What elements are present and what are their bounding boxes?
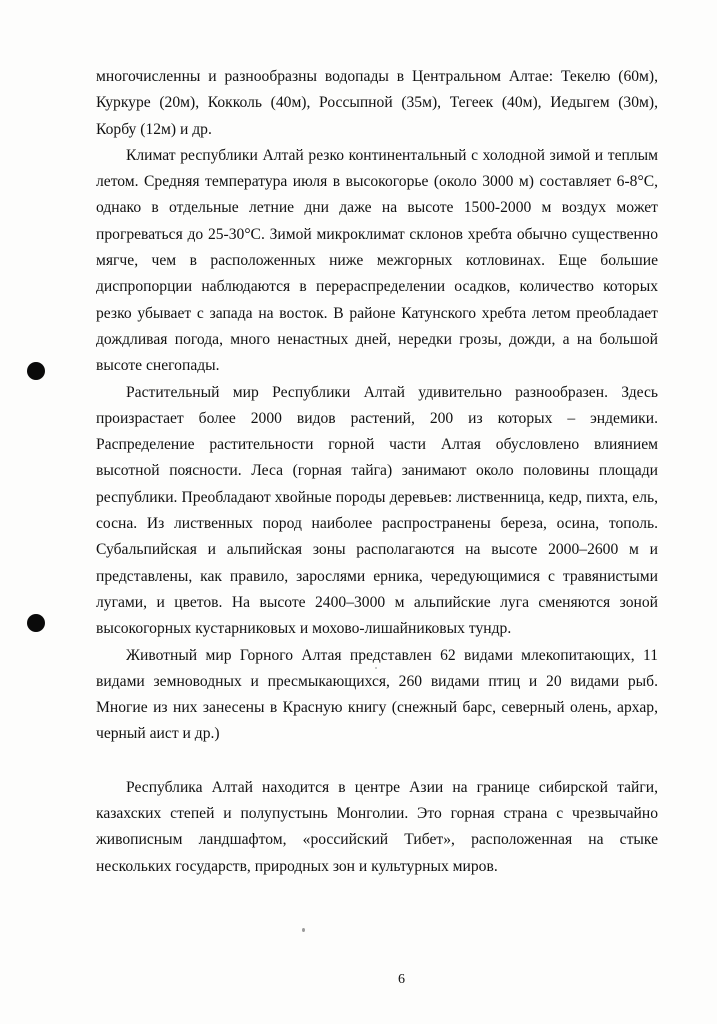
paragraph-waterfalls: многочисленны и разнообразны водопады в Центральном Алтае: Текелю (60м), Куркуре (20м), Кокколь (40м), Россыпной (35м), Тегеек (40м), Иедыгем (30м), Корбу (12м) и др. — [96, 68, 658, 138]
scan-speck — [302, 928, 305, 932]
paragraph-gap — [96, 748, 658, 775]
paragraph-flora: Растительный мир Республики Алтай удивительно разнообразен. Здесь произрастает более 2000 видов растений, 200 из которых – эндемики. Распределение растительности горной части Алтая обусловлено влиянием высотной поясности. Леса (горная тайга) занимают около половины площади республики. Преобладают хвойные породы деревьев: лиственница, кедр, пихта, ель, сосна. Из лиственных пород наиболее распространены береза, осина, тополь. Субальпийская и альпийская зоны располагаются на высоте 2000–2600 м и представлены, как правило, зарослями ерника, чередующимися с травянистыми лугами, и цветов. На высоте 2400–3000 м альпийские луга сменяются зоной высокогорных кустарниковых и мохово-лишайниковых тундр. — [96, 383, 658, 638]
punch-hole-bottom — [27, 614, 45, 632]
punch-hole-top — [27, 362, 45, 380]
document-body — [96, 64, 658, 880]
paragraph-fauna: Животный мир Горного Алтая представлен 62 видами млекопитающих, 11 видами земноводных и пресмыкающихся, 260 видами птиц и 20 видами рыб. Многие из них занесены в Красную книгу (снежный барс, северный олень, архар, черный аист и др.) — [96, 646, 658, 743]
paragraph-climate: Климат республики Алтай резко континентальный с холодной зимой и теплым летом. Средняя температура июля в высокогорье (около 3000 м) составляет 6-8°С, однако в отдельные летние дни даже на высоте 1500-2000 м воздух может прогреваться до 25-30°С. Зимой микроклимат склонов хребта обычно существенно мягче, чем в расположенных ниже межгорных котловинах. Еще большие диспропорции наблюдаются в перераспределении осадков, количество которых резко убывает с запада на восток. В районе Катунского хребта летом преобладает дождливая погода, много ненастных дней, нередки грозы, дожди, а на большой высоте снегопады. — [96, 146, 658, 375]
paragraph-geography: Республика Алтай находится в центре Азии на границе сибирской тайги, казахских степей и полупустынь Монголии. Это горная страна с чрезвычайно живописным ландшафтом, «российский Тибет», расположенная на стыке нескольких государств, природных зон и культурных миров. — [96, 778, 658, 875]
page-number: 6 — [398, 972, 405, 987]
